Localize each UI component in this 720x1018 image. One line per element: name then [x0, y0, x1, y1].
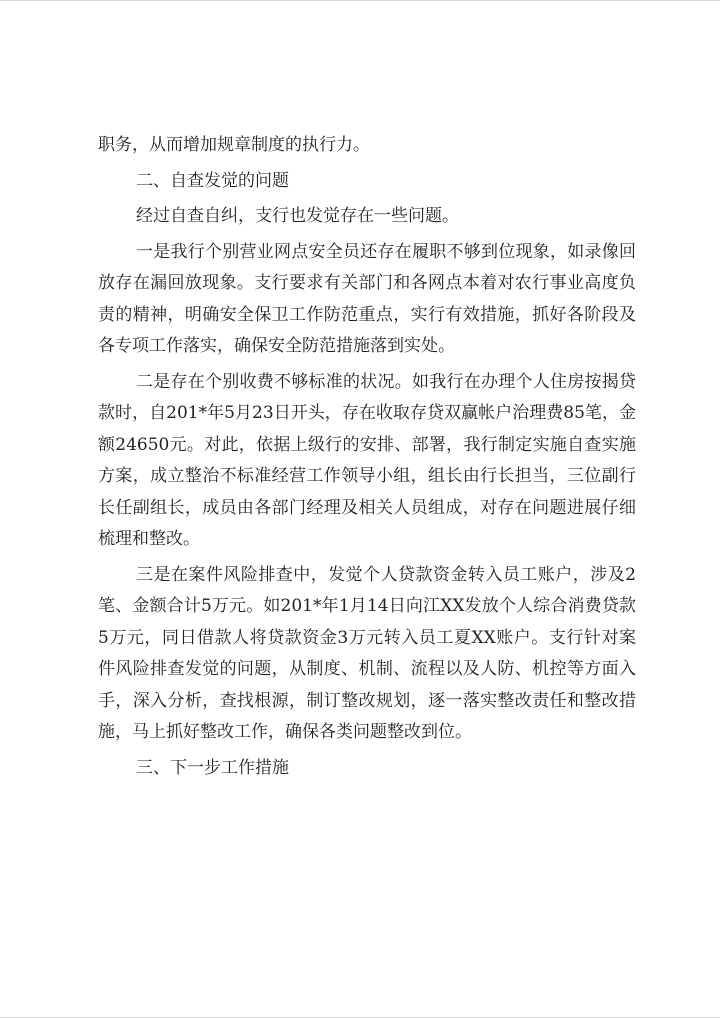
section-heading-3: 三、下一步工作措施: [136, 757, 289, 778]
paragraph-issue-1: 一是我行个别营业网点安全员还存在履职不够到位现象，如录像回放存在漏回放现象。支行要求有关部门和各网点本着对农行事业高度负责的精神，明确安全保卫工作防范重点，实行有效措施，抓好各阶段及各专项工作落实，确保安全防范措施落到实处。: [98, 241, 636, 356]
document-body: [98, 130, 636, 784]
paragraph-issue-2: 二是存在个别收费不够标准的状况。如我行在办理个人住房按揭贷款时，自201*年5月23日开头，存在收取存贷双赢帐户治理费85笔，金额24650元。对此，依据上级行的安排、部署，我行制定实施自查实施方案，成立整治不标准经营工作领导小组，组长由行长担当，三位副行长任副组长，成员由各部门经理及相关人员组成，对存在问题进展仔细梳理和整改。: [98, 371, 636, 549]
paragraph-intro: 经过自查自纠，支行也发觉存在一些问题。: [136, 206, 459, 226]
section-heading-2: 二、自查发觉的问题: [136, 170, 289, 191]
paragraph-issue-3: 三是在案件风险排查中，发觉个人贷款资金转入员工账户，涉及2笔、金额合计5万元。如201*年1月14日向江XX发放个人综合消费贷款5万元，同日借款人将贷款资金3万元转入员工夏XX账户。支行针对案件风险排查发觉的问题，从制度、机制、流程以及人防、机控等方面入手，深入分析，查找根源，制订整改规划，逐一落实整改责任和整改措施，马上抓好整改工作，确保各类问题整改到位。: [98, 564, 636, 742]
paragraph-continuation: 职务，从而增加规章制度的执行力。: [98, 135, 370, 155]
page-top-border: [0, 0, 720, 1]
